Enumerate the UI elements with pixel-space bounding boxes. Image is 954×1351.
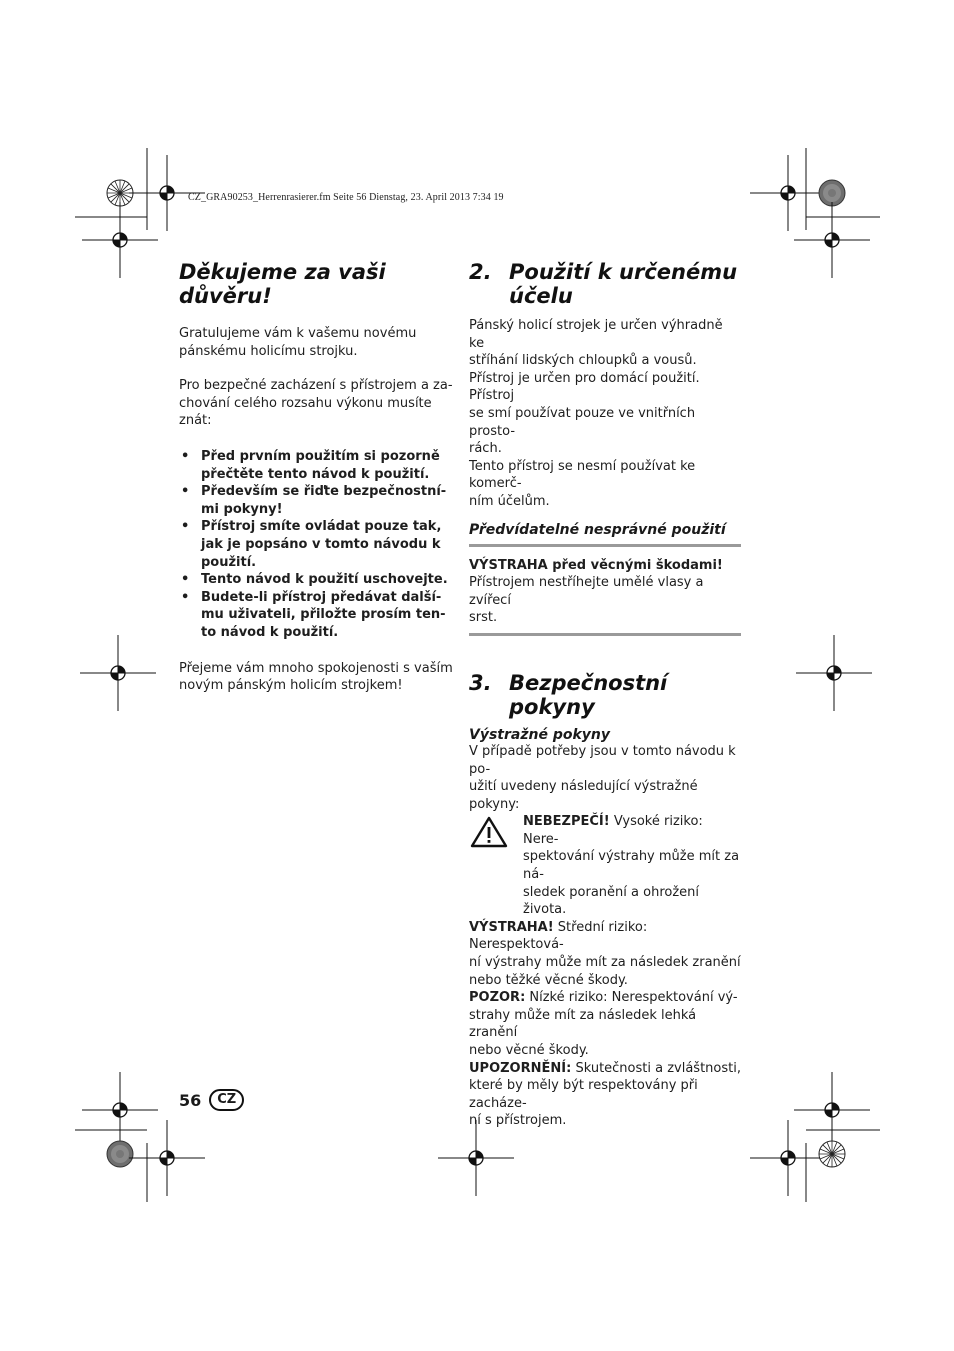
text-line: strahy může mít za následek lehká zranění	[469, 1007, 697, 1041]
note-label: UPOZORNĚNÍ:	[469, 1060, 572, 1076]
text-line: ní výstrahy může mít za následek zranění	[469, 955, 741, 971]
file-header-line: CZ_GRA90253_Herrenrasierer.fm Seite 56 Dienstag, 23. April 2013 7:34 19	[188, 192, 504, 203]
text-line: užití uvedeny následující výstražné pokyny:	[469, 779, 698, 812]
text-line: Pánský holicí strojek je určen výhradně ke	[469, 318, 723, 351]
text-line: Střední riziko: Nerespektová-	[469, 919, 648, 953]
safety-intro-paragraph	[179, 377, 454, 430]
text-line: • Především se řiďte bezpečnostní-	[201, 484, 447, 500]
text-line: použití.	[201, 554, 257, 570]
bullet-item	[179, 571, 454, 589]
text-line: Gratulujeme vám k vašemu novému	[179, 326, 417, 341]
right-column	[469, 260, 741, 1130]
section-number: 3.	[469, 670, 492, 695]
section-title-line: Bezpečnostní pokyny	[509, 670, 668, 719]
text-line: nebo věcné škody.	[469, 1043, 589, 1058]
intended-use-paragraph	[469, 317, 741, 511]
section-3-heading	[469, 671, 741, 719]
text-line: Přístroj je určen pro domácí použití. Přístroj	[469, 370, 700, 404]
text-line: chování celého rozsahu výkonu musíte znát:	[179, 395, 432, 429]
text-line: Přístrojem nestříhejte umělé vlasy a zvířecí	[469, 575, 704, 608]
text-line: ní s přístrojem.	[469, 1113, 567, 1129]
danger-warning	[469, 813, 741, 919]
text-line: • Budete-li přístroj předávat další-	[201, 589, 442, 605]
left-column	[179, 260, 454, 695]
bullet-item	[179, 483, 454, 518]
warning-triangle-icon	[469, 815, 509, 849]
warning-label: VÝSTRAHA před věcnými škodami!	[469, 557, 723, 573]
text-line: Pro bezpečné zacházení s přístrojem a za-	[179, 378, 453, 394]
danger-label: NEBEZPEČÍ!	[523, 814, 610, 830]
text-line: Tento přístroj se nesmí používat ke komerč-	[469, 458, 696, 492]
caution-level-block	[469, 989, 741, 1059]
text-line: Nízké riziko: Nerespektování vý-	[525, 990, 738, 1006]
text-line: přečtěte tento návod k použití.	[201, 466, 430, 482]
section-title-line: účelu	[509, 284, 573, 308]
text-line: to návod k použití.	[201, 624, 339, 640]
text-line: sledek poranění a ohrožení života.	[523, 884, 700, 918]
text-line: jak je popsáno v tomto návodu k	[201, 536, 441, 552]
congrats-paragraph	[179, 325, 454, 360]
page-number: 56	[179, 1090, 202, 1110]
bullet-item	[179, 589, 454, 642]
text-line: • Před prvním použitím si pozorně	[201, 448, 440, 464]
warnings-subheading: Výstražné pokyny	[469, 726, 610, 743]
text-line: nebo těžké věcné škody.	[469, 972, 628, 988]
text-line: novým pánským holicím strojkem!	[179, 678, 403, 694]
text-line: Vysoké riziko: Nere-	[523, 814, 703, 847]
warning-label: VÝSTRAHA!	[469, 919, 554, 935]
bullet-item	[179, 518, 454, 571]
note-level-block	[469, 1060, 741, 1130]
text-line: Skutečnosti a zvláštnosti,	[571, 1060, 741, 1076]
text-line: srst.	[469, 610, 498, 626]
text-line: pánskému holicímu strojku.	[179, 343, 358, 359]
section-2-heading	[469, 260, 741, 308]
section-title-line: Použití k určenému	[509, 260, 738, 284]
text-line: • Tento návod k použití uschovejte.	[201, 572, 448, 588]
text-line: mu uživateli, přiložte prosím ten-	[201, 607, 446, 623]
text-line: rách.	[469, 441, 502, 457]
text-line: spektování výstrahy může mít za ná-	[523, 849, 740, 883]
text-line: V případě potřeby jsou v tomto návodu k po-	[469, 743, 736, 777]
section-number: 2.	[469, 260, 492, 284]
safety-bullet-list	[179, 448, 454, 642]
text-line: které by měly být respektovány při zacháze-	[469, 1078, 698, 1111]
text-line: Přejeme vám mnoho spokojenosti s vaším	[179, 660, 453, 676]
caution-label: POZOR:	[469, 990, 526, 1006]
page-footer	[179, 1089, 244, 1111]
misuse-subheading: Předvídatelné nesprávné použití	[469, 522, 741, 547]
warnings-intro	[469, 743, 741, 813]
language-badge: CZ	[209, 1089, 244, 1111]
text-line: se smí používat pouze ve vnitřních prosto-	[469, 405, 696, 439]
text-line: • Přístroj smíte ovládat pouze tak,	[201, 519, 442, 535]
closing-paragraph	[179, 660, 454, 695]
text-line: stříhání lidských chloupků a vousů.	[469, 353, 697, 369]
bullet-item	[179, 448, 454, 483]
property-warning-block	[469, 557, 741, 627]
warning-level-block	[469, 919, 741, 989]
text-line: ním účelům.	[469, 493, 550, 509]
text-line: mi pokyny!	[201, 501, 283, 517]
thanks-title: Děkujeme za vaši důvěru!	[179, 260, 386, 308]
section-divider	[469, 633, 741, 636]
